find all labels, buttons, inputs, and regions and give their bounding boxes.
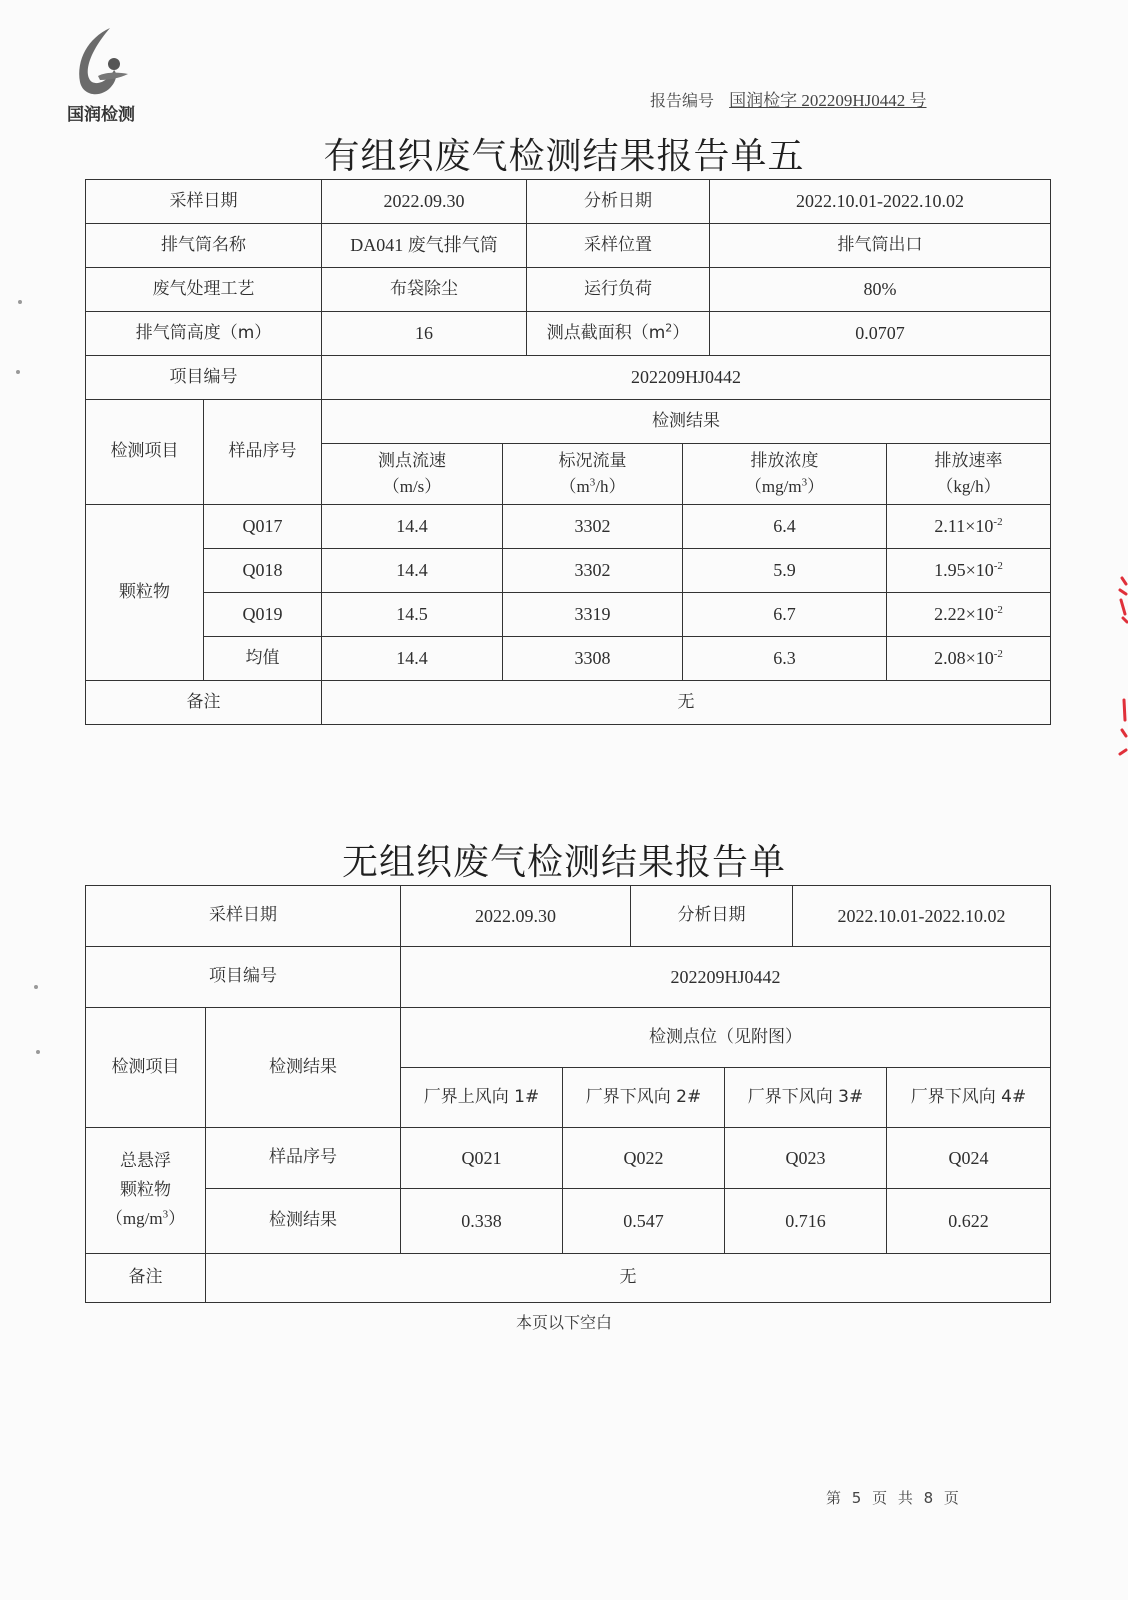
result-value: 0.716 (725, 1189, 887, 1254)
unorganized-table (85, 885, 1051, 1303)
row-process (86, 268, 1051, 312)
result-value: 0.622 (887, 1189, 1051, 1254)
stack-name-label: 排气筒名称 (86, 224, 322, 268)
col-concentration-unit-sup: 3 (801, 476, 808, 489)
col-flow-name: 标况流量 (558, 450, 627, 471)
velocity: 14.5 (322, 593, 503, 637)
remark-label: 备注 (86, 681, 322, 725)
col-velocity (322, 444, 503, 505)
results-label: 检测结果 (322, 400, 1051, 444)
report-number (650, 86, 927, 111)
table-row (86, 593, 1051, 637)
concentration: 5.9 (683, 549, 887, 593)
project-no-label: 项目编号 (86, 356, 322, 400)
row-dates (86, 886, 1051, 947)
analysis-date-value: 2022.10.01-2022.10.02 (793, 886, 1051, 947)
result-label: 检测结果 (206, 1008, 401, 1128)
velocity: 14.4 (322, 637, 503, 681)
result-value: 0.547 (563, 1189, 725, 1254)
col-rate-name: 排放速率 (934, 450, 1003, 471)
table-row (86, 549, 1051, 593)
row-values (86, 1189, 1051, 1254)
concentration: 6.4 (683, 505, 887, 549)
sample-no: 均值 (204, 637, 322, 681)
scan-speck (18, 300, 22, 304)
scan-speck (16, 370, 20, 374)
pollutant-unit-sup: 3 (162, 1208, 169, 1221)
project-no-value: 202209HJ0442 (401, 947, 1051, 1008)
sample-no: Q019 (204, 593, 322, 637)
sampling-location-value: 排气筒出口 (710, 224, 1051, 268)
rate-base: 1.95×10 (934, 560, 994, 580)
row-remark (86, 1254, 1051, 1303)
col-flow-unit-sup: 3 (589, 476, 596, 489)
scan-speck (34, 985, 38, 989)
col-concentration (683, 444, 887, 505)
row-samples (86, 1128, 1051, 1189)
rate-base: 2.08×10 (934, 648, 994, 668)
rate-exp: -2 (993, 560, 1003, 572)
sampling-date-value: 2022.09.30 (322, 180, 527, 224)
process-value: 布袋除尘 (322, 268, 527, 312)
height-label: 排气筒高度（m） (86, 312, 322, 356)
row-header-1 (86, 1008, 1051, 1068)
point-3: 厂界下风向 3# (725, 1068, 887, 1128)
col-concentration-unit-after: ） (807, 477, 825, 496)
report-number-value: 国润检字 202209HJ0442 号 (729, 91, 927, 110)
report-number-label: 报告编号 (650, 91, 715, 110)
unorganized-title: 无组织废气检测结果报告单 (341, 842, 786, 883)
col-flow (503, 444, 683, 505)
area-label-sup: 2 (665, 321, 673, 335)
load-value: 80% (710, 268, 1051, 312)
pollutant-name (86, 1128, 206, 1254)
point-4: 厂界下风向 4# (887, 1068, 1051, 1128)
row-remark (86, 681, 1051, 725)
flow: 3302 (503, 505, 683, 549)
concentration: 6.3 (683, 637, 887, 681)
points-label: 检测点位（见附图） (401, 1008, 1051, 1068)
area-label (527, 312, 710, 356)
project-no-value: 202209HJ0442 (322, 356, 1051, 400)
area-label-suffix: ） (672, 322, 690, 343)
row-stack (86, 224, 1051, 268)
rate-exp: -2 (993, 648, 1003, 660)
col-velocity-name: 测点流速 (378, 450, 446, 471)
concentration: 6.7 (683, 593, 887, 637)
process-label: 废气处理工艺 (86, 268, 322, 312)
emission-rate (887, 637, 1051, 681)
point-2: 厂界下风向 2# (563, 1068, 725, 1128)
flow: 3302 (503, 549, 683, 593)
row-dates (86, 180, 1051, 224)
sampling-location-label: 采样位置 (527, 224, 710, 268)
project-no-label: 项目编号 (86, 947, 401, 1008)
item-label: 检测项目 (86, 1008, 206, 1128)
sample-no: Q017 (204, 505, 322, 549)
sample-no: Q022 (563, 1128, 725, 1189)
col-concentration-name: 排放浓度 (750, 450, 819, 471)
sample-no: Q018 (204, 549, 322, 593)
velocity: 14.4 (322, 505, 503, 549)
rate-exp: -2 (993, 604, 1003, 616)
values-label: 检测结果 (206, 1189, 401, 1254)
logo-mark-icon (70, 26, 134, 100)
row-project (86, 356, 1051, 400)
height-value: 16 (322, 312, 527, 356)
area-value: 0.0707 (710, 312, 1051, 356)
area-label-text: 测点截面积（m (546, 322, 666, 343)
result-value: 0.338 (401, 1189, 563, 1254)
sample-no: Q021 (401, 1128, 563, 1189)
sample-no: Q024 (887, 1128, 1051, 1189)
analysis-date-label: 分析日期 (631, 886, 793, 947)
rate-base: 2.11×10 (934, 516, 994, 536)
organized-title: 有组织废气检测结果报告单五 (323, 136, 805, 177)
table-row (86, 637, 1051, 681)
sampling-date-label: 采样日期 (86, 886, 401, 947)
load-label: 运行负荷 (527, 268, 710, 312)
pollutant-unit: （mg/m (105, 1208, 163, 1228)
pollutant-name: 颗粒物 (86, 505, 204, 681)
col-flow-unit-after: /h） (595, 477, 626, 496)
item-label: 检测项目 (86, 400, 204, 505)
sample-no: Q023 (725, 1128, 887, 1189)
remark-value: 无 (206, 1254, 1051, 1303)
pollutant-line-2: 颗粒物 (120, 1180, 171, 1201)
sample-no-label: 样品序号 (204, 400, 322, 505)
pollutant-unit-suffix: ） (168, 1208, 186, 1228)
col-rate (887, 444, 1051, 505)
remark-value: 无 (322, 681, 1051, 725)
rate-base: 2.22×10 (934, 604, 994, 624)
analysis-date-value: 2022.10.01-2022.10.02 (710, 180, 1051, 224)
row-project (86, 947, 1051, 1008)
col-concentration-unit: （mg/m (744, 477, 802, 496)
emission-rate (887, 505, 1051, 549)
pollutant-line-1: 总悬浮 (120, 1151, 171, 1172)
analysis-date-label: 分析日期 (527, 180, 710, 224)
rate-exp: -2 (993, 516, 1003, 528)
page-number: 第 5 页 共 8 页 (826, 1489, 959, 1507)
flow: 3319 (503, 593, 683, 637)
table-row (86, 505, 1051, 549)
velocity: 14.4 (322, 549, 503, 593)
sampling-date-label: 采样日期 (86, 180, 322, 224)
col-rate-unit: （kg/h） (936, 477, 1001, 496)
point-1: 厂界上风向 1# (401, 1068, 563, 1128)
emission-rate (887, 549, 1051, 593)
sampling-date-value: 2022.09.30 (401, 886, 631, 947)
flow: 3308 (503, 637, 683, 681)
remark-label: 备注 (86, 1254, 206, 1303)
company-logo (56, 26, 146, 126)
row-height (86, 312, 1051, 356)
logo-text: 国润检测 (67, 105, 135, 125)
col-flow-unit: （m (559, 477, 590, 496)
organized-table (85, 179, 1051, 725)
sample-no-label: 样品序号 (206, 1128, 401, 1189)
emission-rate (887, 593, 1051, 637)
seal-stamp-fragment-icon (1108, 570, 1128, 770)
scan-speck (36, 1050, 40, 1054)
row-header-1 (86, 400, 1051, 444)
col-velocity-unit: （m/s） (382, 477, 442, 496)
blank-page-note: 本页以下空白 (515, 1313, 612, 1332)
stack-name-value: DA041 废气排气筒 (322, 224, 527, 268)
